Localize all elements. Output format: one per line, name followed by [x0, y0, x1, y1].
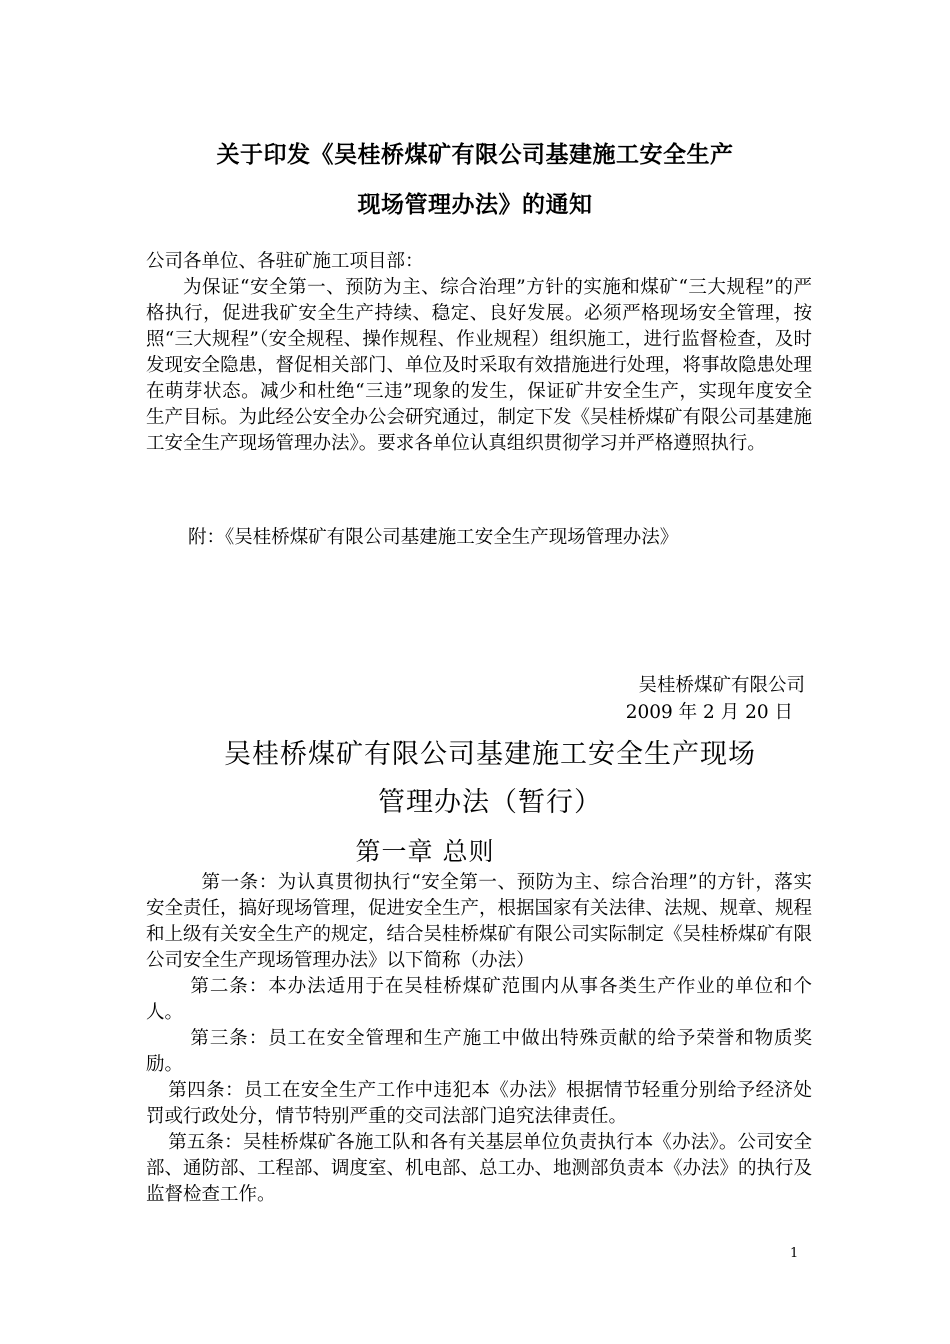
notice-title-line1: 关于印发《吴桂桥煤矿有限公司基建施工安全生产 — [216, 141, 734, 168]
notice-title-line2: 现场管理办法》的通知 — [357, 191, 593, 218]
notice-attachment: 附：《吴桂桥煤矿有限公司基建施工安全生产现场管理办法》 — [188, 527, 679, 548]
notice-paragraph: 为保证“安全第一、预防为主、综合治理”方针的实施和煤矿“三大规程”的严格执行，促进我矿安全生产持续、稳定、良好发展。必须严格现场安全管理，按照“三大规程”（安全规程、操作规程、作业规程）组织施工，进行监督检查，及时发现安全隐患，督促相关部门、单位及时采取有效措施进行处理，将事故隐患处理在萌芽状态。减少和杜绝“三违”现象的发生，保证矿井安全生产，实现年度安全生产目标。为此经公安全办公会研究通过，制定下发《吴桂桥煤矿有限公司基建施工安全生产现场管理办法》。要求各单位认真组织贯彻学习并严格遵照执行。 — [146, 277, 813, 454]
notice-signature-block — [560, 672, 805, 726]
page-number: 1 — [790, 1246, 799, 1261]
chapter-heading: 第一章 总则 — [355, 837, 495, 866]
notice-salutation: 公司各单位、各驻矿施工项目部： — [146, 251, 424, 272]
article-3: 第三条：员工在安全管理和生产施工中做出特殊贡献的给予荣誉和物质奖励。 — [146, 1028, 812, 1075]
articles-list — [146, 870, 812, 1208]
article-4: 第四条：员工在安全生产工作中违犯本《办法》根据情节轻重分别给予经济处罚或行政处分，情节特别严重的交司法部门追究法律责任。 — [146, 1080, 812, 1127]
regulation-title-line1: 吴桂桥煤矿有限公司基建施工安全生产现场 — [224, 739, 756, 770]
article-2: 第二条：本办法适用于在吴桂桥煤矿范围内从事各类生产作业的单位和个人。 — [146, 976, 812, 1023]
issue-date: 2009 年 2 月 20 日 — [625, 702, 793, 723]
regulation-title-line2: 管理办法（暂行） — [378, 787, 602, 818]
article-1: 第一条：为认真贯彻执行“安全第一、预防为主、综合治理”的方针，落实安全责任，搞好现场管理，促进安全生产，根据国家有关法律、法规、规章、规程和上级有关安全生产的规定，结合吴桂桥煤矿有限公司实际制定《吴桂桥煤矿有限公司安全生产现场管理办法》以下简称（办法） — [146, 872, 813, 971]
issuer-name: 吴桂桥煤矿有限公司 — [638, 675, 805, 696]
article-5: 第五条：吴桂桥煤矿各施工队和各有关基层单位负责执行本《办法》。公司安全部、通防部、工程部、调度室、机电部、总工办、地测部负责本《办法》的执行及监督检查工作。 — [146, 1132, 813, 1205]
